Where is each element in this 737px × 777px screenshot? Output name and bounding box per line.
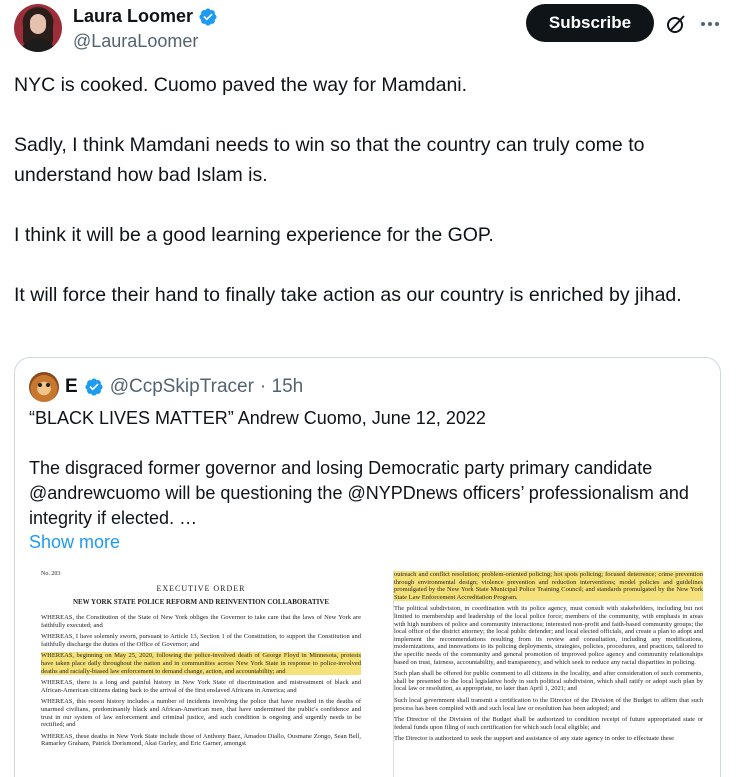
document-paragraph-highlighted: WHEREAS, beginning on May 25, 2020, following the police-involved death of George Floyd in Minnesota, protests have taken place daily throughout the nation and in communities across New York State in response to police-involved deaths and racially-biased law enforcement to demand change, action, and accountability; and [41,652,361,675]
author-avatar[interactable] [14,4,62,52]
document-paragraph: WHEREAS, I have solemnly sworn, pursuant to Article 13, Section 1 of the Constitution, to support the Constitution and faithfully discharge the duties of the Office of Governor; and [41,633,361,648]
avatar-face [30,14,46,34]
verified-badge-icon [84,377,104,397]
tweet-header [14,4,724,54]
show-more-link[interactable]: Show more [29,532,121,552]
document-paragraph: WHEREAS, the Constitution of the State of New York obliges the Governor to take care that the laws of New York are faithfully executed; and [41,614,361,629]
quoted-timestamp[interactable]: · 15h [259,376,304,397]
quoted-headline: “BLACK LIVES MATTER” Andrew Cuomo, June 12, 2022 [29,408,486,428]
subscribe-button[interactable]: Subscribe [526,4,654,42]
tweet-paragraph: NYC is cooked. Cuomo paved the way for Mamdani. [14,74,468,96]
tweet-paragraph: Sadly, I think Mamdani needs to win so that the country can truly come to understand how bad Islam is. [14,134,645,186]
quoted-author-avatar[interactable] [29,372,59,402]
grok-icon[interactable] [664,12,688,36]
document-paragraph: The Director is authorized to seek the support and assistance of any state agency in order to effectuate these [394,735,674,743]
document-subtitle: NEW YORK STATE POLICE REFORM AND REINVENTION COLLABORATIVE [72,598,330,606]
quoted-tweet[interactable] [14,357,721,777]
more-options-icon[interactable] [698,12,722,36]
document-paragraph: Such plan shall be offered for public comment to all citizens in the locality, and after consideration of such comments, shall be presented to the local legislative body in such political subdivision, which shall ratify or adopt such plan by local law or resolution, as appropriate, no later than April 1, 2021; and [394,670,703,693]
quoted-body: The disgraced former governor and losing Democratic party primary candidate @andrewcuomo will be questioning the @NYPDnews officers’ professionalism and integrity if elected. … [29,458,689,528]
document-paragraph: Such local government shall transmit a certification to the Director of the Division of the Budget to affirm that such process has been complied with and such local law or resolution has been adopted; and [394,696,703,712]
quoted-author-handle[interactable]: @CcpSkipTracer [109,376,254,397]
document-paragraph: The political subdivision, in coordination with its police agency, must consult with stakeholders, including but not limited to membership and leadership of the local police force; members of the community, with emphasis in areas with high numbers of police and community interactions; interested non-profit and faith-based community groups; the local office of the district attorney; the local public defender; and local elected officials, and create a plan to adopt and implement the recommendations resulting from its review and consultation, including any modifications, modernizations, and innovations to its policing deployments, strategies, policies, procedures, and practices, tailored to the specific needs of the community and general promotion of improved police agency and community relationships based on trust, fairness, accountability, and transparency, and which seek to reduce any racial disparities in policing. [394,605,703,666]
quoted-tweet-text [29,406,719,531]
quoted-tweet-header [29,372,303,402]
document-paragraph-highlighted: outreach and conflict resolution; problem-oriented policing; hot spots policing; focused deterrence; crime prevention through environmental design; violence prevention and reduction interventions; model policies and guidelines promulgated by the New York State Municipal Police Training Council; and standards promulgated by the New York State Law Enforcement Accreditation Program. [394,571,703,601]
quoted-author-name[interactable]: E [65,376,78,397]
tweet-paragraph: It will force their hand to finally take action as our country is enriched by jihad. [14,284,682,306]
document-paragraph: The Director of the Division of the Budget shall be authorized to condition receipt of future appropriated state or federal funds upon filing of such certification for which such local eligible; and [394,716,703,731]
document-body-left [41,614,361,752]
document-paragraph: WHEREAS, these deaths in New York State include those of Anthony Baez, Amadou Diallo, Ousmane Zongo, Sean Bell, Ramarley Graham, Patrick Dorismond, Akai Gurley, and Eric Garner, amongst [41,732,361,748]
author-handle[interactable]: @LauraLoomer [73,31,199,51]
document-title: EXECUTIVE ORDER [156,584,246,593]
author-display-name[interactable]: Laura Loomer [73,6,194,26]
verified-badge-icon [198,7,218,27]
document-page-left[interactable] [41,571,361,777]
tweet-text [14,70,719,340]
document-number: No. 203 [41,571,61,577]
tweet-paragraph: I think it will be a good learning experience for the GOP. [14,224,494,246]
author-name-row [73,6,218,27]
document-body-right [394,571,703,747]
document-page-right[interactable] [393,571,703,777]
document-paragraph: WHEREAS, this recent history includes a number of incidents involving the police that have resulted in the deaths of unarmed civilians, predominantly black and African-American men, that have undermined the public's confidence and trust in our system of law enforcement and criminal justice, and such condition is ongoing and urgently needs to be rectified; and [41,698,361,729]
document-paragraph: WHEREAS, there is a long and painful history in New York State of discrimination and mistreatment of black and African-American citizens dating back to the arrival of the first enslaved Africans in America; and [41,679,361,694]
